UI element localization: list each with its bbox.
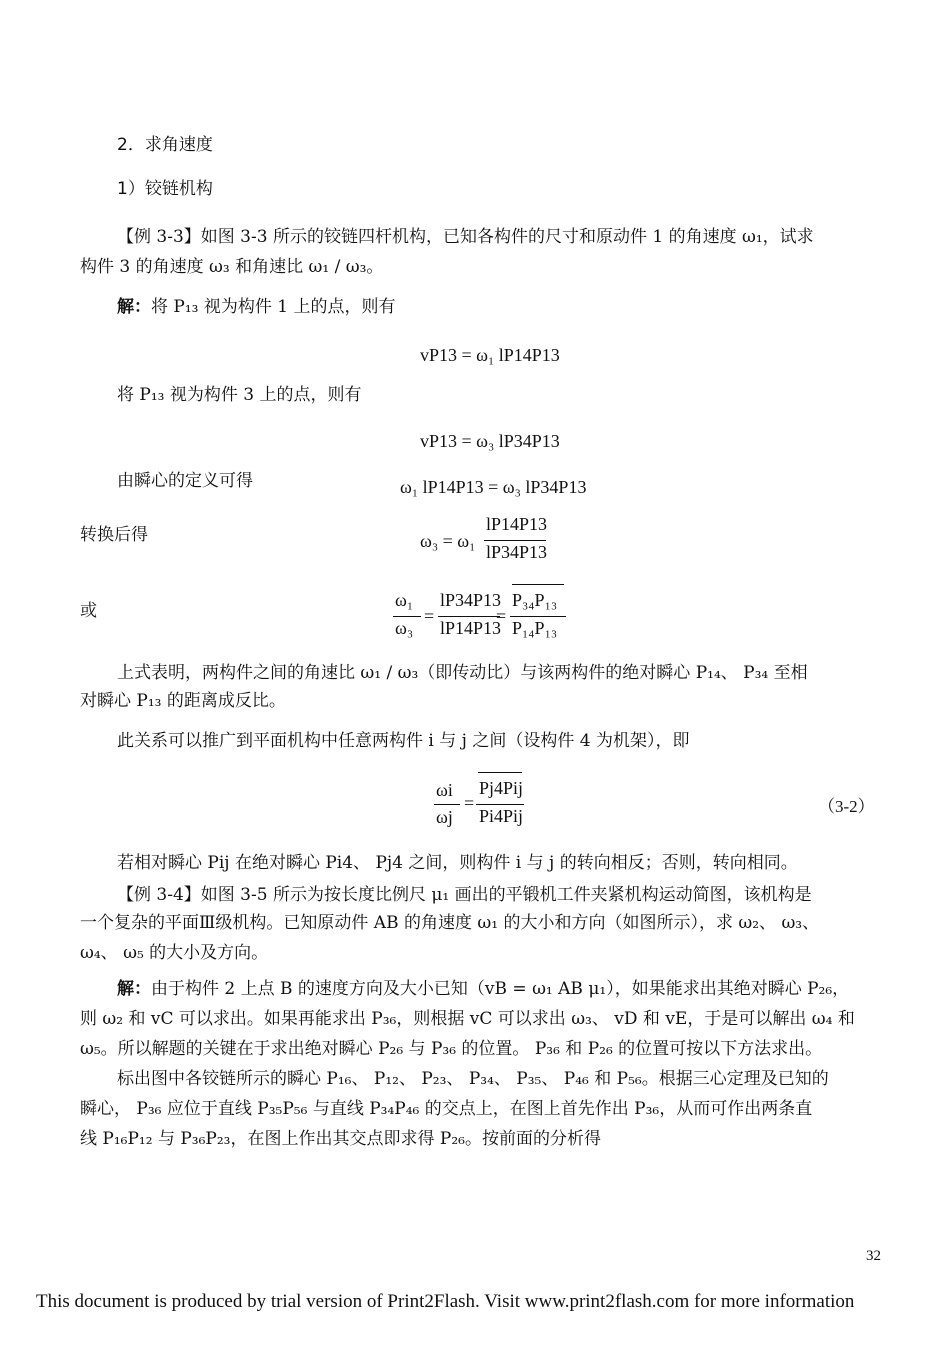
solution-text-2: 将 P₁₃ 视为构件 3 上的点，则有: [117, 385, 362, 405]
paragraph-4-line1: 标出图中各铰链所示的瞬心 P₁₆、 P₁₂、 P₂₃、 P₃₄、 P₃₅、 P₄₆ 和 P₅₆。根据三心定理及已知的: [117, 1069, 829, 1089]
fraction-omega-i-j: ωi ωj: [434, 774, 464, 832]
paragraph-4-line2: 瞬心， P₃₆ 应位于直线 P₃₅P₅₆ 与直线 P₃₄P₄₆ 的交点上，在图上首先作出 P₃₆，从而可作出两条直: [80, 1099, 813, 1119]
solution-2-line2: 则 ω₂ 和 vC 可以求出。如果再能求出 P₃₆，则根据 vC 可以求出 ω₃、 vD 和 vE，于是可以解出 ω₄ 和: [80, 1009, 855, 1029]
equation-instant-center: ω₁ lP14P13 = ω₃ lP34P13: [400, 477, 587, 497]
equals-sign-2: =: [496, 606, 507, 626]
solution-label: 解：将 P₁₃ 视为构件 1 上的点，则有: [117, 297, 396, 317]
paragraph-2: 此关系可以推广到平面机构中任意两构件 i 与 j 之间（设构件 4 为机架），即: [117, 731, 690, 751]
equals-sign-3: =: [464, 793, 475, 813]
fraction-length-ratio: lP34P13 lP14P13: [440, 590, 502, 638]
section-heading: 2．求角速度: [117, 135, 213, 155]
solution-text-3: 由瞬心的定义可得: [117, 471, 253, 491]
solution-text-4: 转换后得: [80, 525, 148, 545]
trial-version-footer: This document is produced by trial version of Print2Flash. Visit www.print2flash.com for more information: [36, 1291, 855, 1312]
example-3-4-line3: ω₄、 ω₅ 的大小及方向。: [80, 943, 269, 963]
solution-2-line3: ω₅。所以解题的关键在于求出绝对瞬心 P₂₆ 与 P₃₆ 的位置。 P₃₆ 和 P₂₆ 的位置可按以下方法求出。: [80, 1039, 823, 1059]
page-number: 32: [866, 1248, 881, 1264]
example-3-3-line2: 构件 3 的角速度 ω₃ 和角速比 ω₁ / ω₃。: [80, 257, 384, 277]
paragraph-1-line2: 对瞬心 P₁₃ 的距离成反比。: [80, 691, 286, 711]
paragraph-1-line1: 上式表明，两构件之间的角速比 ω₁ / ω₃（即传动比）与该两构件的绝对瞬心 P₁₄、 P₃₄ 至相: [117, 663, 808, 683]
example-3-4-line1: 【例 3-4】如图 3-5 所示为按长度比例尺 μ₁ 画出的平锻机工件夹紧机构运动简图，该机构是: [117, 885, 812, 905]
fraction-segment-ratio: P₃₄P₁₃ P₁₄P₁₃: [510, 582, 566, 642]
solution-text-5: 或: [80, 601, 97, 621]
paragraph-3: 若相对瞬心 Pij 在绝对瞬心 Pi4、 Pj4 之间，则构件 i 与 j 的转向相反；否则，转向相同。: [117, 853, 798, 873]
equation-number: （3-2）: [818, 797, 875, 816]
solution-2-line1: 解：由于构件 2 上点 B 的速度方向及大小已知（vB = ω₁ AB μ₁），如果能求出其绝对瞬心 P₂₆，: [117, 979, 850, 999]
example-3-3-line1: 【例 3-3】如图 3-3 所示的铰链四杆机构，已知各构件的尺寸和原动件 1 的角速度 ω₁，试求: [117, 227, 814, 247]
example-3-4-line2: 一个复杂的平面Ⅲ级机构。已知原动件 AB 的角速度 ω₁ 的大小和方向（如图所示），求 ω₂、 ω₃、: [80, 913, 820, 933]
equals-sign: =: [424, 606, 435, 626]
subsection-heading: 1）铰链机构: [117, 179, 213, 199]
equation-vp13-omega3: vP13 = ω₃ lP34P13: [420, 431, 560, 451]
equation-vp13-omega1: vP13 = ω₁ lP14P13: [420, 345, 560, 365]
equation-omega3-fraction: lP14P13 lP34P13: [486, 514, 548, 562]
paragraph-4-line3: 线 P₁₆P₁₂ 与 P₃₆P₂₃，在图上作出其交点即求得 P₂₆。按前面的分析得: [80, 1129, 601, 1149]
equation-omega3-lhs: ω₃ = ω₁: [420, 531, 476, 551]
fraction-pij-ratio: Pj4Pij Pi4Pij: [476, 770, 524, 832]
fraction-omega-ratio: ω₁ ω₃: [393, 586, 423, 642]
